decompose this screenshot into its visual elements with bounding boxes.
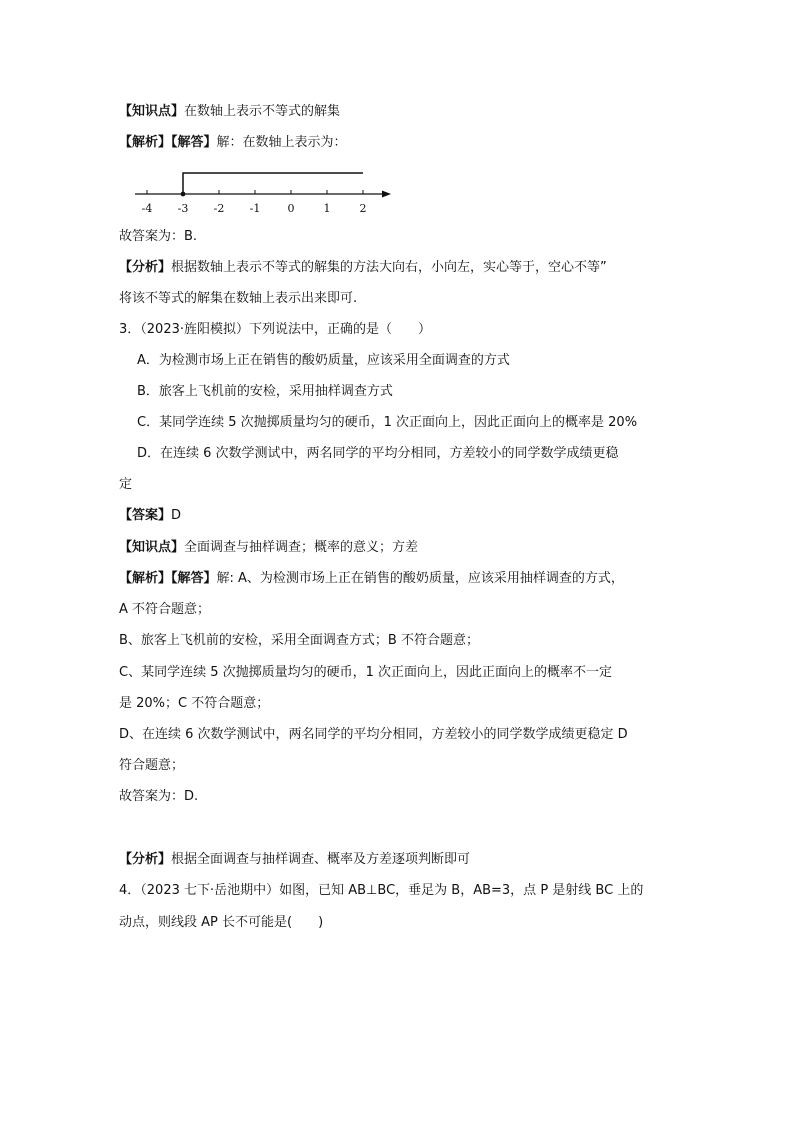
question-4-stem-cont: 动点，则线段 AP 长不可能是( ) [119,915,324,930]
analysis-3-line-8: 故答案为：D. [119,789,199,804]
solution-tag: 【解答】 [171,135,217,150]
fenxi-text: 根据全面调查与抽样调查、概率及方差逐项判断即可 [171,852,471,867]
knowledge-text: 全面调查与抽样调查；概率的意义；方差 [184,540,419,555]
fenxi-1 [119,260,607,276]
analysis-3-line-2: A 不符合题意； [119,602,211,617]
knowledge-text: 在数轴上表示不等式的解集 [184,104,341,119]
analysis-3-line-4: C、某同学连续 5 次抛掷质量均匀的硬币，1 次正面向上，因此正面向上的概率不一定 [119,665,613,680]
analysis-3-line-5: 是 20%；C 不符合题意； [119,696,270,711]
arrow-head-icon [382,191,391,198]
fenxi-text: 根据数轴上表示不等式的解集的方法大向右，小向左，实心等于，空心不等” [171,260,607,275]
option-a: A．为检测市场上正在销售的酸奶质量，应该采用全面调查的方式 [137,353,510,368]
option-d: D．在连续 6 次数学测试中，两名同学的平均分相同，方差较小的同学数学成绩更稳 [137,446,619,461]
analysis-3 [119,571,624,587]
analysis-text: 解: A、为检测市场上正在销售的酸奶质量，应该采用抽样调查的方式， [216,571,624,586]
tick-label: -4 [141,202,153,215]
fenxi-tag: 【分析】 [119,852,172,867]
fenxi-3 [119,852,470,868]
question-3-stem: 3．（2023·旌阳模拟）下列说法中，正确的是（ ） [119,322,431,337]
fenxi-tag: 【分析】 [119,260,172,275]
analysis-3-line-6: D、在连续 6 次数学测试中，两名同学的平均分相同，方差较小的同学数学成绩更稳定 D [119,727,628,742]
knowledge-point-1 [119,104,340,120]
analysis-1 [119,135,347,151]
analysis-text: 解：在数轴上表示为： [216,135,347,150]
option-d-cont: 定 [119,477,133,492]
analysis-tag: 【解析】 [119,135,172,150]
answer-tag: 【答案】 [119,508,172,523]
option-b: B．旅客上飞机前的安检，采用抽样调查方式 [137,384,393,399]
solid-point-icon [181,192,186,197]
analysis-3-line-7: 符合题意； [119,758,185,773]
solution-tag: 【解答】 [171,571,217,586]
answer-value: D [171,508,182,523]
option-c: C．某同学连续 5 次抛掷质量均匀的硬币，1 次正面向上，因此正面向上的概率是 20% [137,415,638,430]
analysis-tag: 【解析】 [119,571,172,586]
knowledge-tag: 【知识点】 [119,104,185,119]
tick-label: 0 [287,202,295,215]
tick-label: 1 [323,202,331,215]
fenxi-1-cont: 将该不等式的解集在数轴上表示出来即可. [119,291,358,306]
number-line-figure [125,160,405,220]
solution-ray [183,173,363,194]
tick-label: -1 [249,202,261,215]
question-4-stem: 4．（2023 七下·岳池期中）如图，已知 AB⊥BC，垂足为 B，AB=3，点 P 是射线 BC 上的 [119,883,644,898]
tick-label: -3 [177,202,189,215]
answer-line-1: 故答案为：B. [119,229,198,244]
tick-label: -2 [213,202,225,215]
tick-label: 2 [359,202,367,215]
knowledge-tag: 【知识点】 [119,540,185,555]
answer-3 [119,508,181,524]
knowledge-point-3 [119,540,418,556]
analysis-3-line-3: B、旅客上飞机前的安检，采用全面调查方式；B 不符合题意； [119,633,479,648]
